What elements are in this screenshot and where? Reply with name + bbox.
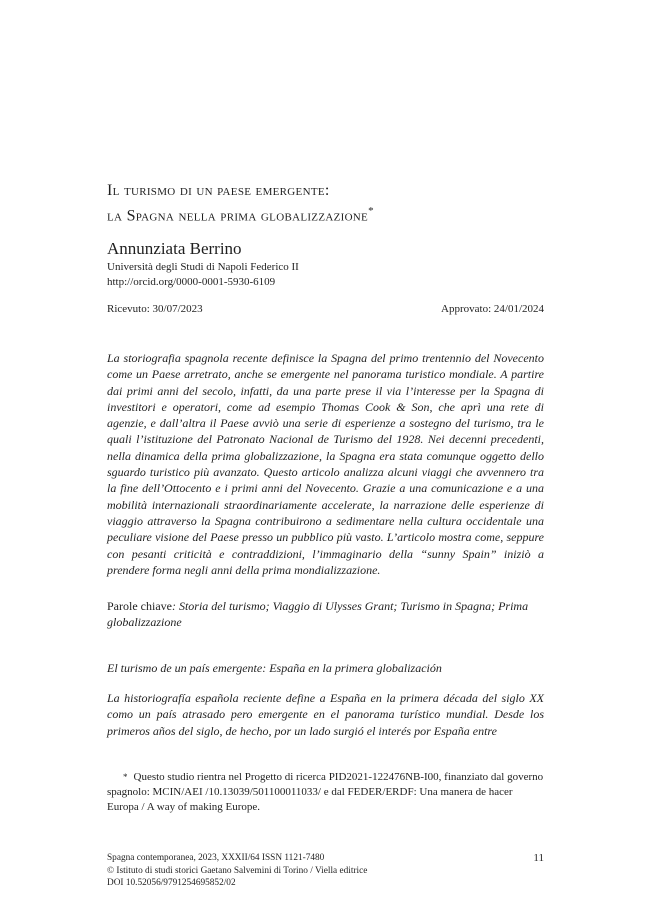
approved-date: Approvato: 24/01/2024 <box>441 303 544 315</box>
title-line-2 <box>107 201 544 226</box>
author-affiliation: Università degli Studi di Napoli Federico II <box>107 261 299 273</box>
abstract-italian: La storiografia spagnola recente definisce la Spagna del primo trentennio del Novecento come un Paese arretrato, anche se emergente nel panorama turistico mondiale. A partire dai primi anni del secolo, infatti, da una parte prese il via l’interesse per la Spagna di investitori e operatori, come ad esempio Thomas Cook & Son, che aprì una rete di agenzie, e dall’altra il Paese avviò una serie di esperienze a sostegno del turismo, tra le quali l’istituzione del Patronato Nacional de Turismo del 1928. Nei decenni precedenti, nella dinamica della prima globalizzazione, la Spagna era stata comunque oggetto dello sguardo turistico più avanzato. Questo articolo analizza alcuni viaggi che avvennero tra la fine dell’Ottocento e i primi anni del Novecento. Grazie a una comunicazione e a una mobilità internazionali straordinariamente accelerate, la narrazione delle esperienze di viaggio attraverso la Spagna contribuirono a sedimentare nella cultura occidentale una peculiare visione del Paese presso un pubblico più vasto. L’articolo mostra come, seppure con pesanti criticità e contraddizioni, l’immaginario della “sunny Spain” iniziò a prendere forma negli anni della prima mondializzazione. <box>107 351 544 577</box>
author-orcid-link[interactable]: http://orcid.org/0000-0001-5930-6109 <box>107 276 276 288</box>
title-line-2-text: la Spagna nella prima globalizzazione <box>107 207 369 225</box>
footnote-text: Questo studio rientra nel Progetto di ricerca PID2021-122476NB-I00, finanziato dal governo spagnolo: MCIN/AEI /10.13039/501100011033/ e dal FEDER/ERDF: Una manera de hacer Europa / A way of making Europe. <box>107 771 544 813</box>
footnote-mark: * <box>123 772 128 782</box>
article-title <box>107 180 544 226</box>
abstract-spanish: La historiografía española reciente define a España en la primera década del siglo XX como un país atrasado pero emergente en el panorama turístico mundial. Desde los primeros años del siglo, de hecho, por un lado surgió el interés por España entre <box>107 691 544 738</box>
footer-doi: DOI 10.52056/9791254695852/02 <box>107 878 236 888</box>
keywords-label: Parole chiave <box>107 599 172 613</box>
footer-publisher: © Istituto di studi storici Gaetano Salvemini di Torino / Viella editrice <box>107 865 368 876</box>
title-footnote-mark: * <box>368 205 374 217</box>
footer-journal: Spagna contemporanea, 2023, XXXII/64 ISSN 1121-7480 <box>107 853 325 863</box>
page-footer <box>107 852 544 890</box>
title-line-1: Il turismo di un paese emergente: <box>107 182 330 199</box>
page-number: 11 <box>533 852 544 864</box>
received-date: Ricevuto: 30/07/2023 <box>107 303 203 315</box>
title-spanish: El turismo de un país emergente: España en la primera globalización <box>107 661 442 675</box>
author-name: Annunziata Berrino <box>107 239 242 258</box>
keywords <box>107 598 544 631</box>
footnote <box>107 770 544 815</box>
keywords-text: : Storia del turismo; Viaggio di Ulysses Grant; Turismo in Spagna; Prima globalizzazione <box>107 599 529 630</box>
